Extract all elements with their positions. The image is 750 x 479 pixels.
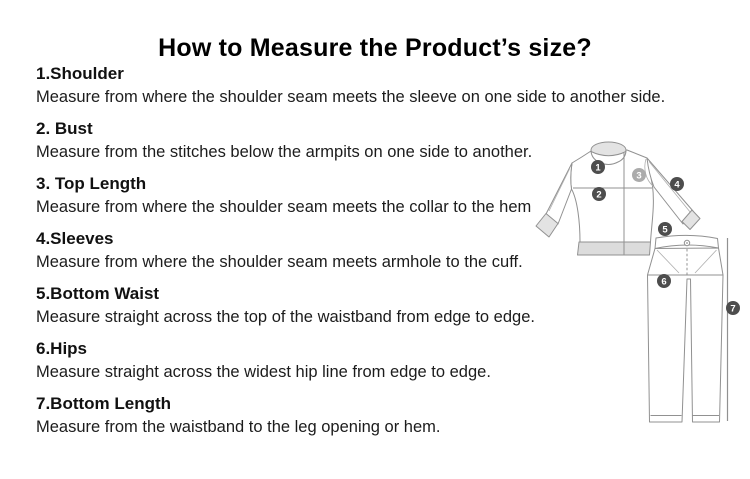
marker-2-bust-icon: [592, 187, 606, 201]
marker-3-top-length-icon: [632, 168, 646, 182]
section-heading: 6.Hips: [36, 339, 88, 358]
svg-text:2: 2: [596, 189, 602, 201]
svg-text:5: 5: [662, 224, 668, 236]
svg-text:6: 6: [661, 276, 667, 288]
section-description: Measure from where the shoulder seam meets the collar to the hem: [36, 198, 532, 216]
pants-button-dot: [686, 242, 688, 244]
svg-text:7: 7: [730, 303, 736, 315]
section-description: Measure from the waistband to the leg opening or hem.: [36, 418, 441, 436]
section-description: Measure straight across the widest hip line from edge to edge.: [36, 363, 491, 381]
section-heading: 5.Bottom Waist: [36, 284, 160, 303]
marker-5-bottom-waist-icon: [658, 222, 672, 236]
pants-diagram: [648, 235, 728, 422]
section-description: Measure from where the shoulder seam meets the sleeve on one side to another side.: [36, 88, 666, 106]
section-shoulder: [36, 62, 704, 109]
section-description: Measure from the stitches below the armpits on one side to another.: [36, 143, 533, 161]
marker-7-bottom-length-icon: [726, 301, 740, 315]
size-guide-illustration: [528, 130, 750, 432]
section-description: Measure from where the shoulder seam meets armhole to the cuff.: [36, 253, 523, 271]
svg-text:3: 3: [636, 170, 642, 182]
marker-6-hips-icon: [657, 274, 671, 288]
section-heading: 4.Sleeves: [36, 229, 114, 248]
page-title: How to Measure the Product’s size?: [158, 33, 592, 62]
section-description: Measure straight across the top of the waistband from edge to edge.: [36, 308, 535, 326]
section-heading: 2. Bust: [36, 119, 93, 138]
pants-body: [648, 248, 724, 422]
marker-4-sleeves-icon: [670, 177, 684, 191]
section-heading: 3. Top Length: [36, 174, 147, 193]
marker-1-shoulder-icon: [591, 160, 605, 174]
section-heading: 7.Bottom Length: [36, 394, 172, 413]
svg-text:4: 4: [674, 179, 680, 191]
sweater-hem-band: [578, 242, 651, 255]
svg-text:1: 1: [595, 162, 601, 174]
section-heading: 1.Shoulder: [36, 64, 124, 83]
